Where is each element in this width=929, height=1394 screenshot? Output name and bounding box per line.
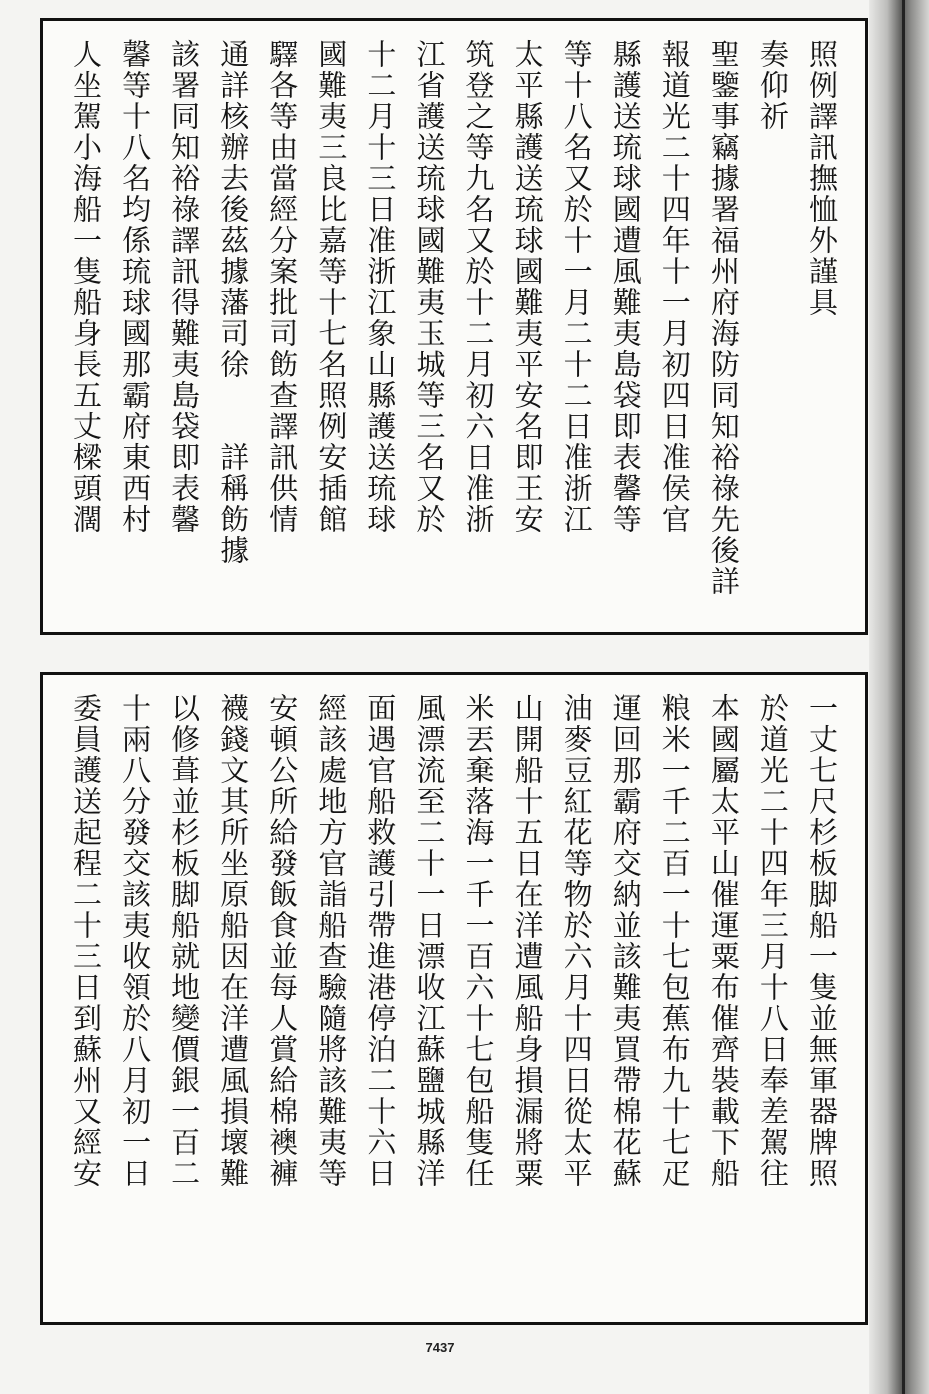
column-group-lower: [63, 693, 845, 1304]
manuscript-panel-lower: [40, 672, 868, 1325]
text-column: 面遇官船救護引帶進港停泊二十六日: [363, 693, 398, 1189]
text-column: 人坐駕小海船一隻船身長五丈樑頭濶: [69, 39, 103, 535]
text-column: 十兩八分發交該夷收領於八月初一日: [118, 693, 153, 1189]
text-column: 通詳核辦去後茲據藩司徐 詳稱飭據: [216, 39, 251, 566]
text-column: 縣護送琉球國遭風難夷島袋即表馨等: [608, 39, 643, 535]
text-column: 委員護送起程二十三日到蘇州又經安: [69, 693, 103, 1189]
text-column: 油麥豆紅花等物於六月十四日從太平: [559, 693, 594, 1189]
text-column: 報道光二十四年十一月初四日准侯官: [657, 39, 692, 535]
text-column: 一丈七尺杉板脚船一隻並無軍器牌照: [804, 693, 839, 1189]
page-number: 7437: [425, 1340, 455, 1355]
text-column: 於道光二十四年三月十八日奉差駕往: [755, 693, 790, 1189]
text-column: 馨等十八名均係琉球國那霸府東西村: [118, 39, 153, 535]
text-column: 本國屬太平山催運粟布催齊裝載下船: [706, 693, 741, 1189]
text-column: 粮米一千二百一十七包蕉布九十七疋: [657, 693, 692, 1189]
text-column: 等十八名又於十一月二十二日准浙江: [559, 39, 594, 535]
column-group-upper: [63, 39, 845, 614]
text-column: 以修葺並杉板脚船就地變價銀一百二: [167, 693, 202, 1189]
text-column: 山開船十五日在洋遭風船身損漏將粟: [510, 693, 545, 1189]
text-column: 十二月十三日准浙江象山縣護送琉球: [363, 39, 398, 535]
text-column: 國難夷三良比嘉等十七名照例安插館: [314, 39, 349, 535]
text-column: 江省護送琉球國難夷玉城等三名又於: [412, 39, 447, 535]
text-column: 風漂流至二十一日漂收江蘇鹽城縣洋: [412, 693, 447, 1189]
text-column: 米丟棄落海一千一百六十七包船隻任: [461, 693, 496, 1189]
text-column: 奏仰祈: [755, 39, 790, 132]
text-column: 運回那霸府交納並該難夷買帶棉花蘇: [608, 693, 643, 1189]
text-column: 聖鑒事竊據署福州府海防同知裕祿先後詳: [706, 39, 741, 597]
text-column: 太平縣護送琉球國難夷平安名即王安: [510, 39, 545, 535]
book-binding-shadow: [869, 0, 929, 1394]
text-column: 照例譯訊撫恤外謹具: [804, 39, 839, 318]
text-column: 安頓公所給發飯食並每人賞給棉襖褲: [265, 693, 300, 1189]
text-column: 該署同知裕祿譯訊得難夷島袋即表馨: [167, 39, 202, 535]
text-column: 筑登之等九名又於十二月初六日准浙: [461, 39, 496, 535]
text-column: 經該處地方官詣船查驗隨將該難夷等: [314, 693, 349, 1189]
manuscript-panel-upper: [40, 18, 868, 635]
text-column: 襪錢文其所坐原船因在洋遭風損壞難: [216, 693, 251, 1189]
text-column: 驛各等由當經分案批司飭查譯訊供情: [265, 39, 300, 535]
page-edge-line: [902, 0, 905, 1394]
